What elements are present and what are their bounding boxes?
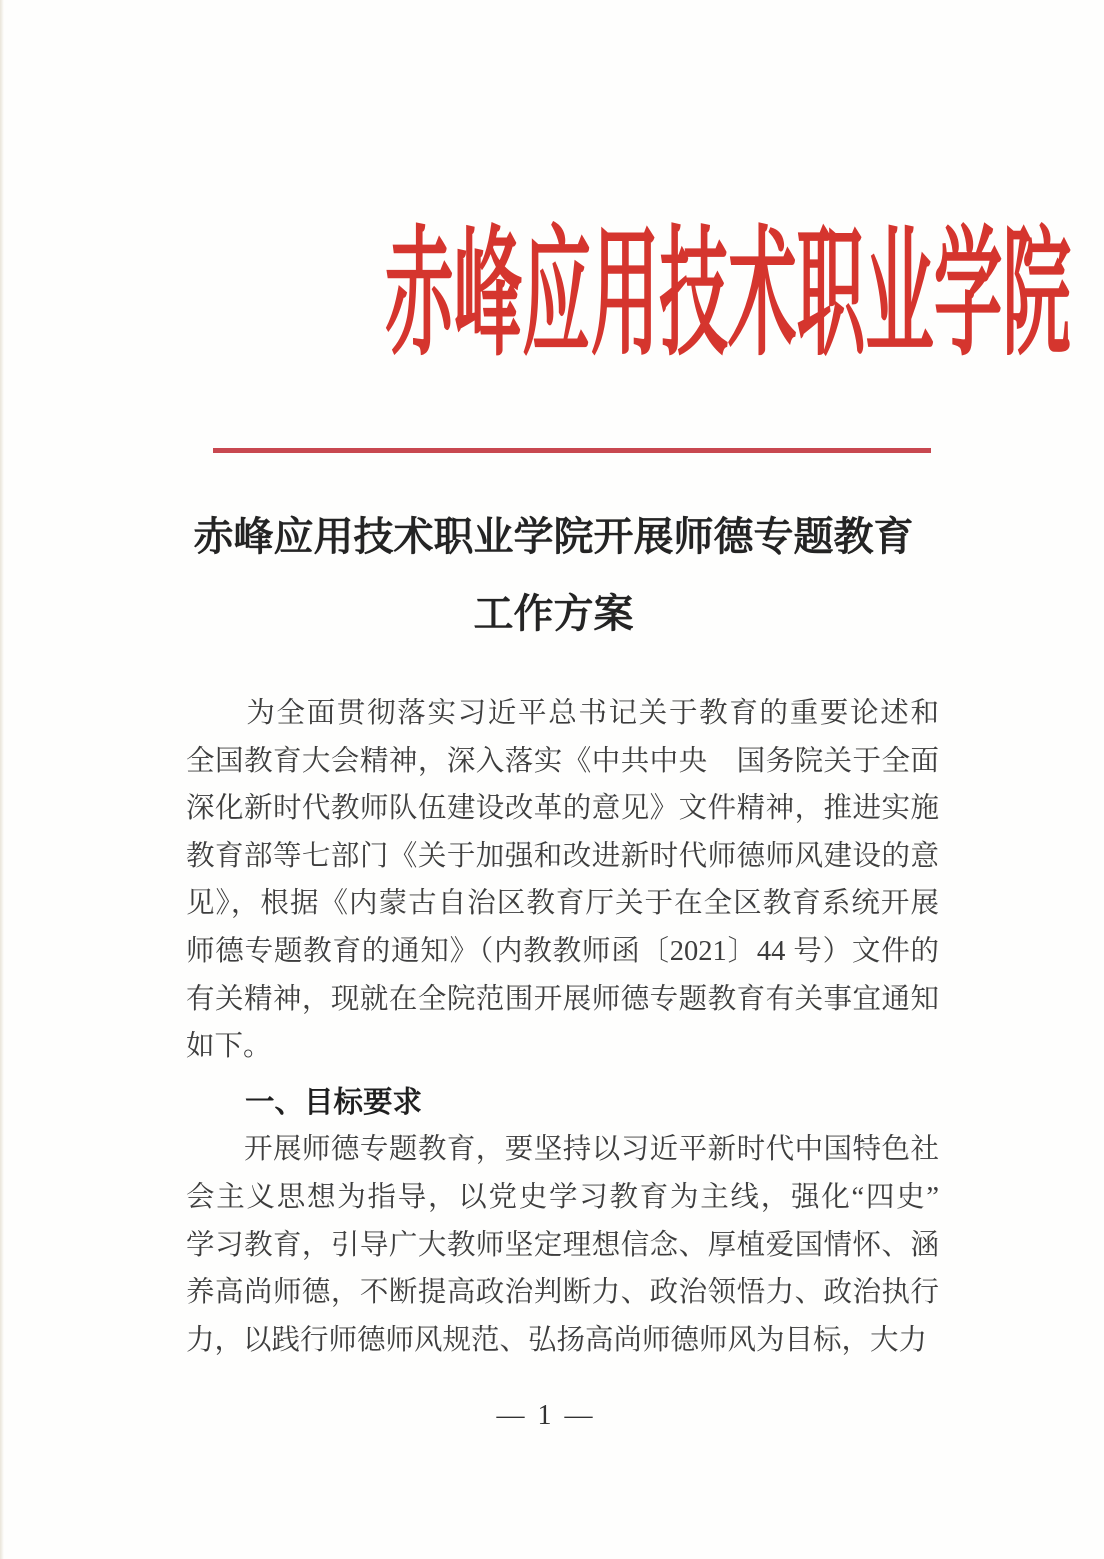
- document-title-line2: 工作方案: [473, 591, 634, 636]
- document-body: [186, 690, 939, 1364]
- document-title-line1: 赤峰应用技术职业学院开展师德专题教育: [193, 514, 914, 559]
- paragraph-goals: 开展师德专题教育，要坚持以习近平新时代中国特色社 会主义思想为指导，以党史学习教育为主线，强化“四史” 学习教育，引导广大教师坚定理想信念、厚植爱国情怀、涵 养高尚师德，不断提高政治判断力、政治领悟力、政治执行 力，以践行师德师风规范、弘扬高尚师德师风为目标，大力: [186, 1134, 939, 1356]
- letterhead-org-name: 赤峰应用技术职业学院: [385, 218, 1072, 373]
- section-heading-goals: 一、目标要求: [245, 1085, 423, 1119]
- page-number: — 1 —: [496, 1400, 596, 1431]
- letterhead: [0, 218, 1104, 373]
- red-divider-line: [213, 448, 931, 453]
- document-title: [177, 498, 930, 652]
- paragraph-intro: 为全面贯彻落实习近平总书记关于教育的重要论述和 全国教育大会精神，深入落实《中共中央 国务院关于全面 深化新时代教师队伍建设改革的意见》文件精神，推进实施 教育部等七部门《关于加强和改进新时代师德师风建设的意 见》，根据《内蒙古自治区教育厅关于在全区教育系统开展 师德专题教育的通知》（内教教师函〔2021〕44 号）文件的 有关精神，现就在全院范围开展师德专题教育有关事宜通知 如下。: [186, 698, 939, 1063]
